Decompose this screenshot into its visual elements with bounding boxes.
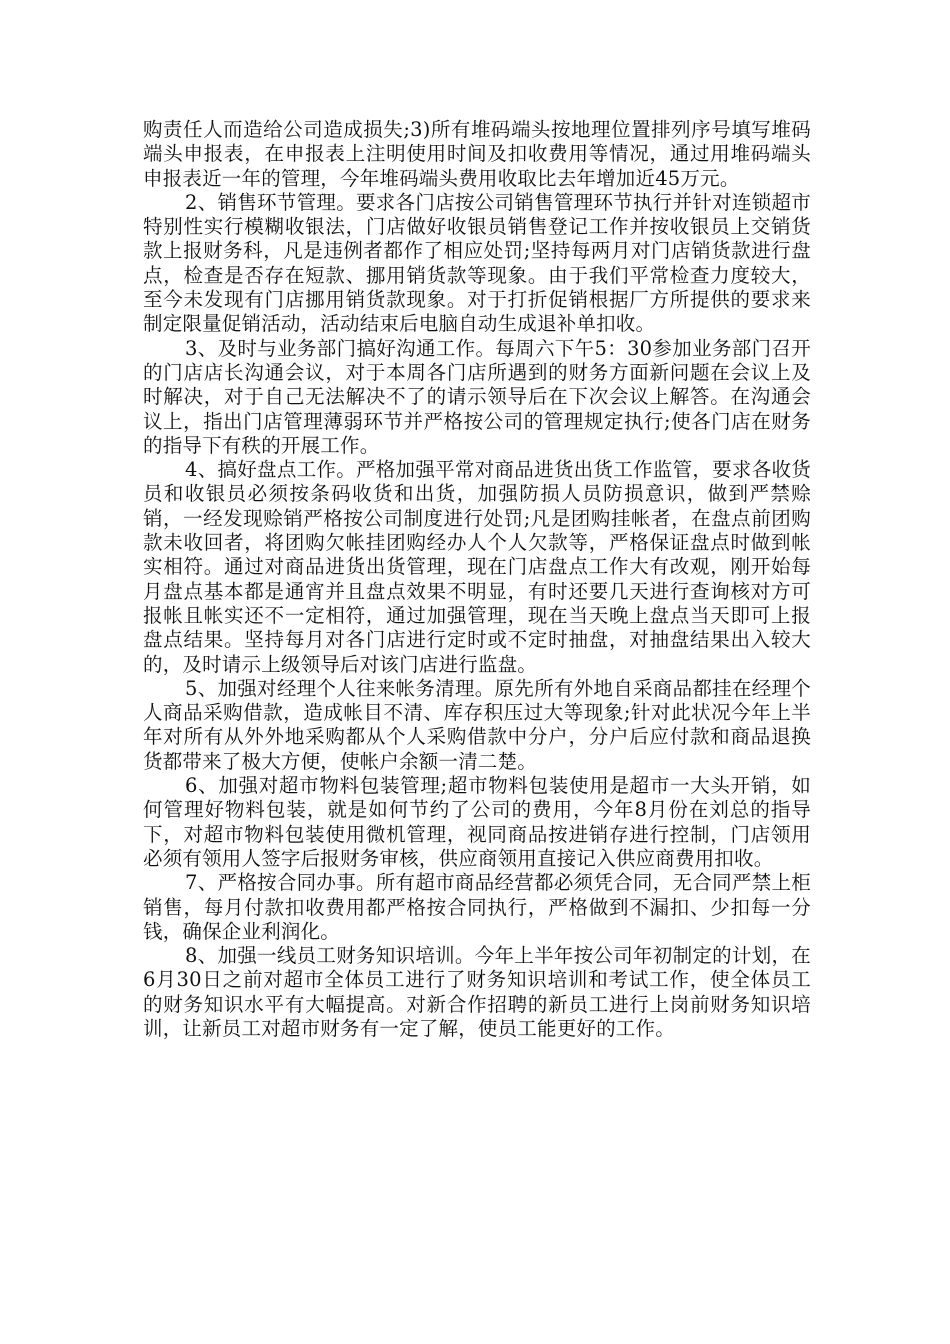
paragraph-packaging-management: 6、加强对超市物料包装管理;超市物料包装使用是超市一大头开销，如何管理好物料包装，就是如何节约了公司的费用，今年8月份在刘总的指导下，对超市物料包装使用微机管理，视同商品按进销存进行控制，门店领用必须有领用人签字后报财务审核，供应商领用直接记入供应商费用扣收。 xyxy=(143,774,811,870)
paragraph-sales-management: 2、销售环节管理。要求各门店按公司销售管理环节执行并针对连锁超市特别性实行模糊收银法，门店做好收银员销售登记工作并按收银员上交销货款上报财务科，凡是违例者都作了相应处罚;坚持每两月对门店销货款进行盘点，检查是否存在短款、挪用销货款等现象。由于我们平常检查力度较大，至今未发现有门店挪用销货款现象。对于打折促销根据厂方所提供的要求来制定限量促销活动，活动结束后电脑自动生成退补单扣收。 xyxy=(143,190,811,336)
paragraph-contracts: 7、严格按合同办事。所有超市商品经营都必须凭合同，无合同严禁上柜销售，每月付款扣收费用都严格按合同执行，严格做到不漏扣、少扣每一分钱，确保企业利润化。 xyxy=(143,871,811,943)
paragraph-manager-accounts: 5、加强对经理个人往来帐务清理。原先所有外地自采商品都挂在经理个人商品采购借款，造成帐目不清、库存积压过大等现象;针对此状况今年上半年对所有从外外地采购都从个人采购借款中分户，分户后应付款和商品退换货都带来了极大方便，使帐户余额一清二楚。 xyxy=(143,676,811,773)
paragraph-inventory-count: 4、搞好盘点工作。严格加强平常对商品进货出货工作监管，要求各收货员和收银员必须按条码收货和出货，加强防损人员防损意识，做到严禁赊销，一经发现赊销严格按公司制度进行处罚;凡是团购挂帐者，在盘点前团购款未收回者，将团购欠帐挂团购经办人个人欠款等，严格保证盘点时做到帐实相符。通过对商品进货出货管理，现在门店盘点工作大有改观，刚开始每月盘点基本都是通宵并且盘点效果不明显，有时还要几天进行查询核对方可报帐且帐实还不一定相符，通过加强管理，现在当天晚上盘点当天即可上报盘点结果。坚持每月对各门店进行定时或不定时抽盘，对抽盘结果出入较大的，及时请示上级领导后对该门店进行监盘。 xyxy=(143,458,811,676)
document-body xyxy=(143,118,811,1041)
paragraph-continuation: 购责任人而造给公司造成损失;3)所有堆码端头按地理位置排列序号填写堆码端头申报表，在申报表上注明使用时间及扣收费用等情况，通过用堆码端头申报表近一年的管理，今年堆码端头费用收取比去年增加近45万元。 xyxy=(143,118,811,190)
paragraph-staff-training: 8、加强一线员工财务知识培训。今年上半年按公司年初制定的计划，在6月30日之前对超市全体员工进行了财务知识培训和考试工作，使全体员工的财务知识水平有大幅提高。对新合作招聘的新员工进行上岗前财务知识培训，让新员工对超市财务有一定了解，使员工能更好的工作。 xyxy=(143,944,811,1040)
paragraph-communication: 3、及时与业务部门搞好沟通工作。每周六下午5：30参加业务部门召开的门店店长沟通会议，对于本周各门店所遇到的财务方面新问题在会议上及时解决，对于自己无法解决不了的请示领导后在下次会议上解答。在沟通会议上，指出门店管理薄弱环节并严格按公司的管理规定执行;使各门店在财务的指导下有秩的开展工作。 xyxy=(143,336,811,457)
